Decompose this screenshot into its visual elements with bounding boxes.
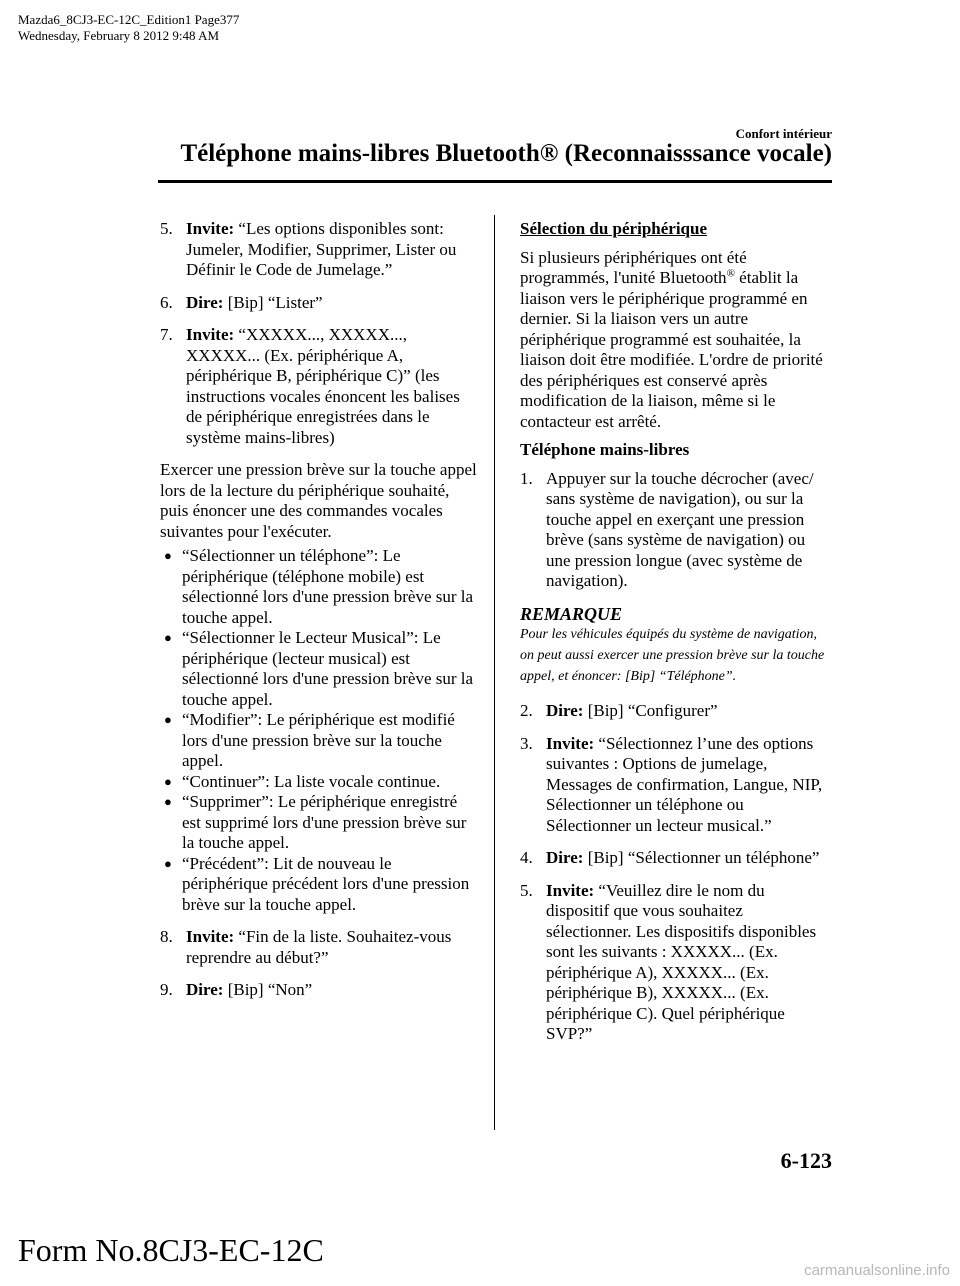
step-number: 7. bbox=[160, 325, 173, 344]
step-text: Appuyer sur la touche décrocher (avec/ sans système de navigation), ou sur la touche appel en exerçant une pression brève (sans système de navigation) ou une pression longue (avec système de navigation). bbox=[546, 468, 814, 590]
step-number: 2. bbox=[520, 701, 533, 720]
step-number: 5. bbox=[160, 219, 173, 238]
step-text: “XXXXX..., XXXXX..., XXXXX... (Ex. périphérique A, périphérique B, périphérique C)” (les instructions vocales énoncent les balises de périphérique enregistrées dans le système mains-libres) bbox=[186, 325, 460, 447]
step-3 bbox=[520, 734, 832, 837]
step-keyword: Dire: bbox=[186, 980, 224, 999]
right-column bbox=[520, 219, 832, 1057]
step-number: 3. bbox=[520, 733, 533, 753]
registered-mark: ® bbox=[726, 267, 735, 280]
step-6 bbox=[160, 293, 478, 314]
step-keyword: Dire: bbox=[186, 292, 224, 312]
handsfree-heading: Téléphone mains-libres bbox=[520, 440, 690, 459]
list-item-text: “Sélectionner le Lecteur Musical”: Le périphérique (lecteur musical) est sélectionné lors d'une pression brève sur la touche appel. bbox=[182, 628, 474, 709]
paragraph-text-start: Si plusieurs périphériques ont été programmés, l'unité Bluetooth bbox=[520, 247, 747, 287]
step-4 bbox=[520, 848, 832, 869]
step-text: “Veuillez dire le nom du dispositif que vous souhaitez sélectionner. Les dispositifs disponibles sont les suivants : XXXXX... (Ex. périphérique A), XXXXX... (Ex. périphérique B), XXXXX... (Ex. périphérique C). Quel périphérique SVP?” bbox=[546, 880, 817, 1043]
subsection-heading: Sélection du périphérique bbox=[520, 219, 708, 238]
step-keyword: Dire: bbox=[546, 701, 584, 720]
step-keyword: Invite: bbox=[186, 219, 235, 238]
list-item-text: “Supprimer”: Le périphérique enregistré est supprimé lors d'une pression brève sur la touche appel. bbox=[182, 792, 467, 852]
remark-title: REMARQUE bbox=[520, 603, 623, 624]
bullet-icon: ● bbox=[164, 548, 172, 563]
print-stamp bbox=[18, 12, 239, 44]
list-item bbox=[160, 792, 478, 854]
step-number: 1. bbox=[520, 468, 533, 488]
step-text: “Les options disponibles sont: Jumeler, Modifier, Supprimer, Lister ou Définir le Code de Jumelage.” bbox=[186, 219, 457, 279]
bullet-icon: ● bbox=[164, 794, 172, 809]
bullet-icon: ● bbox=[164, 855, 172, 871]
step-number: 4. bbox=[520, 848, 533, 867]
bullet-icon: ● bbox=[164, 773, 172, 789]
bullet-icon: ● bbox=[164, 630, 172, 645]
device-selection-paragraph bbox=[520, 248, 832, 433]
list-item bbox=[160, 628, 478, 710]
page-title: Téléphone mains-libres Bluetooth® (Reconnaisssance vocale) bbox=[180, 140, 832, 167]
step-text: [Bip] “Configurer” bbox=[583, 701, 718, 720]
step-8 bbox=[160, 927, 478, 968]
step-1 bbox=[520, 469, 832, 592]
step-keyword: Dire: bbox=[546, 848, 584, 867]
left-column bbox=[160, 219, 478, 1013]
step-number: 8. bbox=[160, 927, 173, 946]
list-item-text: “Continuer”: La liste vocale continue. bbox=[182, 771, 441, 791]
step-keyword: Invite: bbox=[546, 880, 595, 900]
page-number: 6-123 bbox=[780, 1148, 832, 1173]
column-divider bbox=[494, 215, 495, 1130]
step-5 bbox=[160, 219, 478, 281]
instruction-paragraph: Exercer une pression brève sur la touche appel lors de la lecture du périphérique souhaité, puis énoncer une des commandes vocales suivantes pour l'exécuter. bbox=[160, 460, 477, 541]
remark-text: Pour les véhicules équipés du système de navigation, on peut aussi exercer une pression brève sur la touche appel, et énoncer: [Bip] “Téléphone”. bbox=[520, 627, 825, 684]
form-number: Form No.8CJ3-EC-12C bbox=[18, 1232, 324, 1268]
step-9 bbox=[160, 980, 478, 1001]
step-text: [Bip] “Sélectionner un téléphone” bbox=[583, 848, 820, 867]
step-number: 5. bbox=[520, 880, 533, 900]
step-text: “Fin de la liste. Souhaitez-vous reprendre au début?” bbox=[186, 927, 452, 967]
step-number: 9. bbox=[160, 980, 173, 999]
step-keyword: Invite: bbox=[546, 733, 595, 753]
list-item-text: “Sélectionner un téléphone”: Le périphérique (téléphone mobile) est sélectionné lors d'une pression brève sur la touche appel. bbox=[182, 546, 474, 627]
watermark: carmanualsonline.info bbox=[804, 1262, 950, 1279]
section-label: Confort intérieur bbox=[735, 126, 832, 141]
command-list bbox=[160, 546, 478, 915]
bullet-icon: ● bbox=[164, 712, 172, 727]
step-7 bbox=[160, 325, 478, 448]
step-number: 6. bbox=[160, 292, 173, 312]
step-text: [Bip] “Lister” bbox=[223, 292, 323, 312]
list-item bbox=[160, 710, 478, 772]
step-keyword: Invite: bbox=[186, 325, 235, 344]
step-text: “Sélectionnez l’une des options suivantes : Options de jumelage, Messages de confirmation, Langue, NIP, Sélectionner un téléphone ou Sélectionner un lecteur musical.” bbox=[546, 733, 823, 835]
paragraph-text-end: établit la liaison vers le périphérique programmé en dernier. Si la liaison vers un autre périphérique programmé est souhaitée, la liaison doit être modifiée. L'ordre de priorité des périphériques est conservé après modification de la liaison, même si le contacteur est arrêté. bbox=[520, 268, 823, 431]
list-item bbox=[160, 854, 478, 916]
list-item bbox=[160, 546, 478, 628]
step-5-right bbox=[520, 881, 832, 1045]
list-item bbox=[160, 772, 478, 793]
title-rule bbox=[158, 180, 832, 183]
list-item-text: “Modifier”: Le périphérique est modifié lors d'une pression brève sur la touche appel. bbox=[182, 710, 455, 770]
step-2 bbox=[520, 701, 832, 722]
stamp-line-1: Mazda6_8CJ3-EC-12C_Edition1 Page377 bbox=[18, 12, 240, 27]
list-item-text: “Précédent”: Lit de nouveau le périphérique précédent lors d'une pression brève sur la touche appel. bbox=[182, 853, 470, 914]
stamp-line-2: Wednesday, February 8 2012 9:48 AM bbox=[18, 28, 220, 43]
step-text: [Bip] “Non” bbox=[223, 980, 313, 999]
step-keyword: Invite: bbox=[186, 927, 235, 946]
